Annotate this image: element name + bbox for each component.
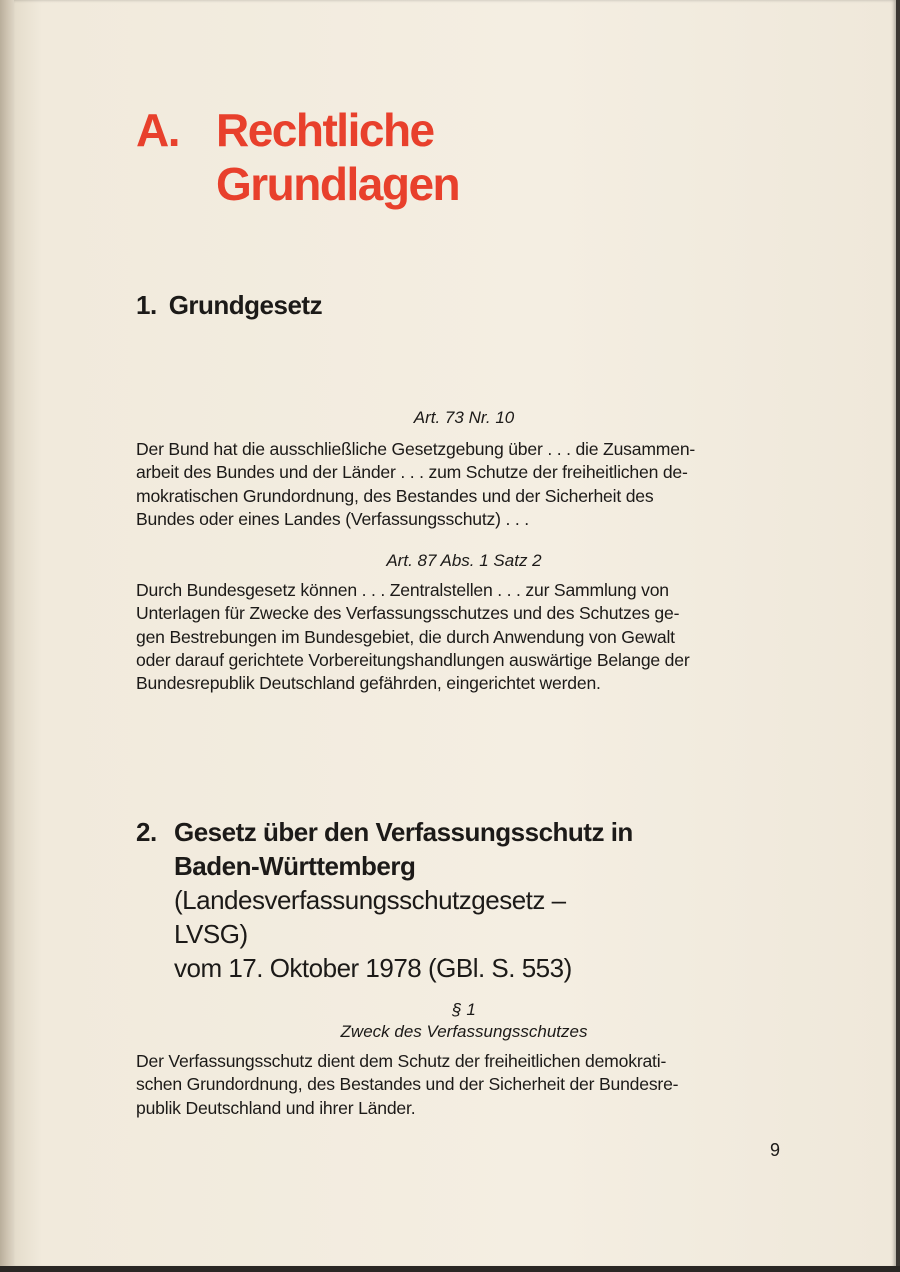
paragraph-1-text bbox=[136, 1050, 792, 1120]
article-87-line: Unterlagen für Zwecke des Verfassungsschutzes und des Schutzes ge- bbox=[136, 603, 680, 624]
article-87-text bbox=[136, 579, 792, 695]
article-73-heading: Art. 73 Nr. 10 bbox=[413, 408, 515, 427]
paragraph-1-line: publik Deutschland und ihrer Länder. bbox=[136, 1097, 416, 1118]
page-edge-bottom bbox=[0, 1266, 900, 1272]
article-87-line: oder darauf gerichtete Vorbereitungshandlungen auswärtige Belange der bbox=[136, 649, 690, 670]
chapter-title-line-2: Grundlagen bbox=[216, 158, 460, 210]
page-number: 9 bbox=[770, 1140, 781, 1160]
section-2-title-line-1: Gesetz über den Verfassungsschutz in bbox=[174, 817, 633, 847]
paragraph-1-line: Der Verfassungsschutz dient dem Schutz der freiheitlichen demokrati- bbox=[136, 1051, 667, 1071]
article-73-line: Der Bund hat die ausschließliche Gesetzgebung über . . . die Zusammen- bbox=[136, 439, 696, 459]
article-73-line: arbeit des Bundes und der Länder . . . zum Schutze der freiheitlichen de- bbox=[136, 462, 688, 483]
section-2-subtitle-line-2: LVSG) bbox=[174, 919, 248, 949]
paragraph-1-line: schen Grundordnung, des Bestandes und der Sicherheit der Bundesre- bbox=[136, 1074, 679, 1095]
section-1-title: Grundgesetz bbox=[168, 290, 323, 320]
section-2-title-line-2: Baden-Württemberg bbox=[174, 851, 416, 881]
book-spine-shadow bbox=[0, 0, 14, 1272]
article-87-line: gen Bestrebungen im Bundesgebiet, die durch Anwendung von Gewalt bbox=[136, 626, 675, 647]
section-1-heading bbox=[136, 290, 322, 321]
article-73-line: Bundes oder eines Landes (Verfassungsschutz) . . . bbox=[136, 508, 529, 529]
paragraph-symbol: § 1 bbox=[452, 1000, 476, 1019]
page-edge-right bbox=[896, 0, 900, 1272]
section-2-subtitle-line-1: (Landesverfassungsschutzgesetz – bbox=[174, 885, 566, 915]
section-2-number: 2. bbox=[136, 817, 157, 847]
paragraph-heading: Zweck des Verfassungsschutzes bbox=[340, 1022, 588, 1041]
article-73-text bbox=[136, 438, 792, 531]
section-2-subtitle-line-3: vom 17. Oktober 1978 (GBl. S. 553) bbox=[174, 953, 572, 983]
section-1-number: 1. bbox=[136, 290, 157, 320]
chapter-letter: A. bbox=[136, 104, 179, 156]
article-87-line: Durch Bundesgesetz können . . . Zentralstellen . . . zur Sammlung von bbox=[136, 580, 669, 600]
article-87-heading: Art. 87 Abs. 1 Satz 2 bbox=[386, 551, 542, 570]
article-87-line: Bundesrepublik Deutschland gefährden, eingerichtet werden. bbox=[136, 673, 601, 694]
chapter-title-line-1: Rechtliche bbox=[216, 104, 434, 156]
article-73-line: mokratischen Grundordnung, des Bestandes und der Sicherheit des bbox=[136, 485, 654, 506]
